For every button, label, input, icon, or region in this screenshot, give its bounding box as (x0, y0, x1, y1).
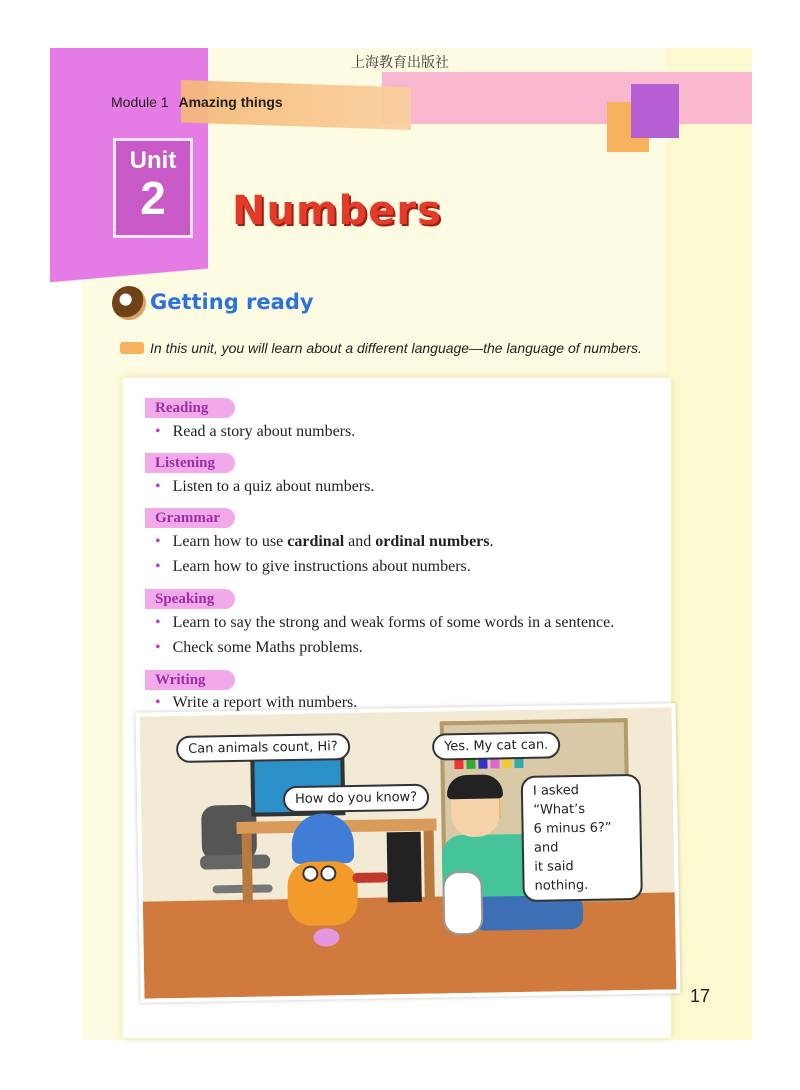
intro-text: In this unit, you will learn about a different language—the language of numbers. (150, 340, 642, 356)
speech-bubble: I asked “What’s 6 minus 6?” and it said nothing. (521, 774, 643, 902)
intro-marker-icon (120, 342, 144, 354)
getting-ready-title: Getting ready (150, 290, 314, 314)
comic-robot-arm (352, 872, 388, 883)
section-label-grammar: Grammar (145, 508, 235, 528)
list-item: • Learn how to give instructions about numbers. (155, 558, 471, 575)
comic-desk-leg (424, 831, 435, 901)
unit-title: Numbers (232, 188, 442, 234)
section-label-reading: Reading (145, 398, 235, 418)
unit-number: 2 (140, 172, 166, 224)
getting-ready-icon (112, 286, 146, 320)
list-item: • Listen to a quiz about numbers. (155, 478, 375, 495)
comic-desk-leg (242, 834, 253, 904)
purple-square-decoration (631, 84, 679, 138)
comic-boy-hair (447, 774, 503, 799)
publisher-name: 上海教育出版社 (351, 55, 449, 71)
unit-word: Unit (129, 147, 177, 174)
section-label-speaking: Speaking (145, 589, 235, 609)
list-item: • Learn to say the strong and weak forms of some words in a sentence. (155, 614, 615, 631)
speech-bubble: How do you know? (283, 784, 430, 814)
section-label-listening: Listening (145, 453, 235, 473)
module-label: Module 1 (111, 94, 169, 110)
comic-cat (442, 871, 483, 936)
list-item: • Write a report with numbers. (155, 694, 358, 711)
module-heading (111, 94, 283, 110)
speech-bubble: Yes. My cat can. (432, 731, 561, 760)
page-number: 17 (690, 986, 711, 1006)
list-item: • Learn how to use cardinal and ordinal numbers. (155, 533, 494, 550)
module-title: Amazing things (178, 94, 283, 110)
list-item: • Read a story about numbers. (155, 423, 356, 440)
section-label-writing: Writing (145, 670, 235, 690)
comic-floor (143, 892, 677, 998)
unit-badge (113, 138, 193, 238)
comic-computer-tower (387, 832, 422, 903)
speech-bubble: Can animals count, Hi? (176, 733, 350, 763)
list-item: • Check some Maths problems. (155, 639, 363, 656)
pink-header-band (382, 72, 752, 124)
comic-chair-seat (200, 854, 270, 869)
comic-illustration (136, 703, 681, 1002)
